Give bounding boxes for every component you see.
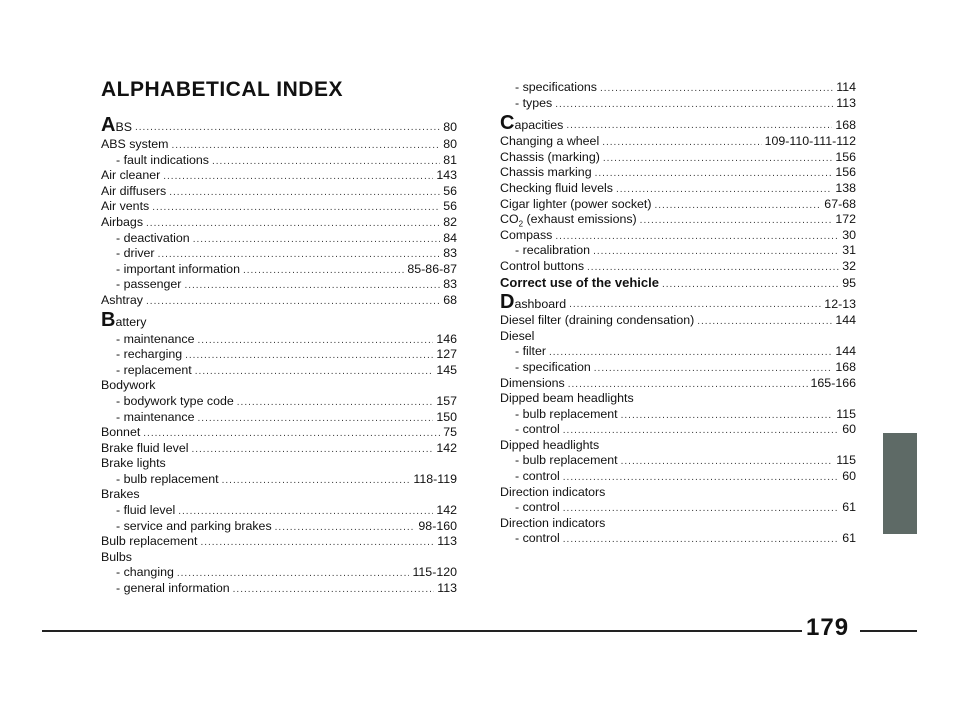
index-entry — [101, 456, 457, 472]
entry-label: - bulb replacement — [515, 453, 618, 468]
index-entry — [500, 80, 856, 96]
entry-label: Chassis marking — [500, 165, 592, 180]
entry-label: Compass — [500, 227, 553, 242]
leader-dots — [237, 395, 434, 411]
entry-label: Bonnet — [101, 425, 141, 440]
index-entry — [500, 407, 856, 423]
leader-dots — [169, 185, 440, 201]
entry-page: 156 — [835, 149, 856, 164]
entry-label: - filter — [515, 344, 546, 359]
entry-page: 82 — [443, 214, 457, 229]
entry-page: 56 — [443, 199, 457, 214]
entry-page: 157 — [436, 393, 457, 408]
entry-label: Chassis (marking) — [500, 149, 600, 164]
index-entry — [101, 277, 457, 293]
leader-dots — [621, 408, 834, 424]
leader-dots — [594, 361, 833, 377]
index-entry — [101, 363, 457, 379]
index-entry — [500, 376, 856, 392]
entry-page: 60 — [842, 422, 856, 437]
index-entry — [500, 228, 856, 244]
entry-page: 168 — [835, 359, 856, 374]
index-entry — [101, 503, 457, 519]
index-entry — [500, 96, 856, 112]
index-entry — [500, 313, 856, 329]
index-entry — [101, 153, 457, 169]
entry-page: 83 — [443, 277, 457, 292]
entry-page: 172 — [835, 212, 856, 227]
section-tab — [883, 433, 917, 534]
entry-page: 113 — [437, 581, 457, 596]
leader-dots — [563, 470, 839, 486]
index-entry — [101, 215, 457, 231]
entry-label: - specification — [515, 359, 591, 374]
entry-page: 118-119 — [413, 471, 457, 486]
leader-dots — [163, 169, 433, 185]
entry-page: 61 — [842, 531, 856, 546]
entry-page: 156 — [835, 165, 856, 180]
letter-heading-entry — [500, 111, 856, 134]
heading-initial: C — [500, 111, 515, 134]
leader-dots — [191, 442, 433, 458]
entry-page: 67-68 — [824, 196, 856, 211]
entry-label: - specifications — [515, 80, 597, 94]
leader-dots — [146, 294, 440, 310]
index-entry — [101, 332, 457, 348]
leader-dots — [198, 411, 434, 427]
heading-rest: attery — [115, 314, 147, 329]
index-entry — [101, 472, 457, 488]
entry-label-subscript: 2 — [518, 219, 524, 229]
index-column-left — [101, 114, 457, 597]
leader-dots — [185, 348, 433, 364]
leader-dots — [200, 535, 434, 551]
entry-label: Cigar lighter (power socket) — [500, 196, 652, 211]
entry-label: - bodywork type code — [116, 393, 234, 408]
entry-label: ABS system — [101, 137, 169, 151]
leader-dots — [243, 263, 404, 279]
leader-dots — [275, 520, 416, 536]
entry-label: - deactivation — [116, 230, 190, 245]
entry-label: - control — [515, 531, 560, 546]
index-entry — [101, 394, 457, 410]
page-number: 179 — [806, 614, 850, 641]
index-entry — [500, 134, 856, 150]
entry-label: Brakes — [101, 487, 140, 502]
index-entry — [500, 344, 856, 360]
index-entry — [101, 137, 457, 153]
entry-label: Bodywork — [101, 378, 156, 393]
index-entry — [101, 347, 457, 363]
entry-label: - replacement — [116, 362, 192, 377]
index-entry — [500, 181, 856, 197]
leader-dots — [563, 532, 839, 548]
index-entry — [500, 391, 856, 407]
leader-dots — [233, 582, 435, 598]
index-entry — [500, 243, 856, 259]
leader-dots — [198, 333, 434, 349]
entry-label: Brake lights — [101, 456, 166, 471]
entry-page: 60 — [842, 469, 856, 484]
leader-dots — [555, 97, 833, 113]
entry-page: 32 — [842, 258, 856, 273]
entry-page: 165-166 — [810, 375, 856, 390]
entry-page: 30 — [842, 227, 856, 242]
entry-label-part: (exhaust emissions) — [523, 212, 637, 227]
entry-page: 115 — [836, 453, 856, 468]
entry-label: - control — [515, 500, 560, 515]
entry-page: 80 — [443, 120, 457, 135]
letter-heading-entry — [500, 290, 856, 313]
leader-dots — [143, 426, 440, 442]
entry-page: 113 — [836, 95, 856, 110]
leader-dots — [184, 278, 440, 294]
entry-page: 68 — [443, 292, 457, 307]
leader-dots — [193, 232, 441, 248]
entry-page: 113 — [437, 534, 457, 549]
entry-label: Correct use of the vehicle — [500, 274, 659, 290]
leader-dots — [621, 454, 834, 470]
entry-label: - types — [515, 95, 553, 110]
entry-page: 114 — [836, 80, 856, 94]
index-entry — [500, 469, 856, 485]
entry-label: - general information — [116, 581, 230, 596]
entry-label: - driver — [116, 246, 155, 261]
leader-dots — [222, 473, 411, 489]
entry-label: - maintenance — [116, 331, 195, 346]
leader-dots — [568, 377, 808, 393]
leader-dots — [177, 566, 410, 582]
footer-rule-left — [42, 630, 802, 632]
entry-label: - fault indications — [116, 152, 209, 167]
heading-initial: A — [101, 114, 116, 137]
entry-page: 81 — [443, 152, 457, 167]
entry-page: 146 — [436, 331, 457, 346]
heading-initial: D — [500, 290, 515, 313]
entry-label: Direction indicators — [500, 515, 606, 530]
index-entry — [500, 259, 856, 275]
index-entry — [500, 197, 856, 213]
entry-label: Checking fluid levels — [500, 180, 613, 195]
index-entry — [500, 212, 856, 228]
index-entry — [101, 519, 457, 535]
leader-dots — [655, 198, 822, 214]
entry-page: 85-86-87 — [407, 261, 457, 276]
index-entry — [101, 184, 457, 200]
index-entry — [500, 438, 856, 454]
index-entry — [101, 246, 457, 262]
entry-page: 61 — [842, 500, 856, 515]
leader-dots — [146, 216, 440, 232]
leader-dots — [569, 297, 821, 313]
index-entry — [101, 425, 457, 441]
leader-dots — [549, 345, 832, 361]
entry-page: 127 — [436, 347, 457, 362]
leader-dots — [587, 260, 839, 276]
entry-page: 115-120 — [412, 565, 457, 580]
leader-dots — [158, 247, 441, 263]
entry-label: Dipped beam headlights — [500, 391, 634, 406]
leader-dots — [697, 314, 832, 330]
index-entry — [500, 485, 856, 501]
entry-page: 142 — [436, 440, 457, 455]
heading-rest: BS — [115, 120, 132, 135]
entry-label — [500, 290, 567, 313]
leader-dots — [640, 213, 833, 229]
index-entry — [101, 168, 457, 184]
entry-label: - recharging — [116, 347, 183, 362]
entry-page: 84 — [443, 230, 457, 245]
entry-label: Ashtray — [101, 292, 144, 307]
entry-label: - important information — [116, 261, 240, 276]
entry-label: Airbags — [101, 214, 144, 229]
entry-label: Air cleaner — [101, 168, 161, 183]
entry-label: Bulbs — [101, 549, 132, 564]
index-entry — [500, 500, 856, 516]
leader-dots — [600, 81, 833, 97]
leader-dots — [662, 277, 839, 293]
index-entry — [500, 275, 856, 291]
index-entry — [500, 150, 856, 166]
leader-dots — [212, 154, 440, 170]
index-entry — [101, 378, 457, 394]
index-entry — [101, 534, 457, 550]
index-entry — [101, 410, 457, 426]
leader-dots — [616, 182, 832, 198]
entry-label: Air vents — [101, 199, 150, 214]
entry-label: - maintenance — [116, 409, 195, 424]
entry-page: 75 — [443, 425, 457, 440]
entry-label: Air diffusers — [101, 183, 167, 198]
entry-page: 31 — [842, 243, 856, 258]
entry-page: 56 — [443, 183, 457, 198]
index-entry — [101, 565, 457, 581]
index-entry — [101, 199, 457, 215]
footer-rule-right — [860, 630, 917, 632]
entry-label: - service and parking brakes — [116, 518, 272, 533]
leader-dots — [171, 138, 440, 154]
entry-label: - changing — [116, 565, 174, 580]
index-entry — [101, 441, 457, 457]
heading-rest: ashboard — [514, 296, 567, 311]
index-entry — [101, 487, 457, 503]
entry-label: Control buttons — [500, 258, 585, 273]
entry-label: - bulb replacement — [116, 471, 219, 486]
entry-label: Direction indicators — [500, 484, 606, 499]
leader-dots — [603, 151, 832, 167]
index-entry — [500, 329, 856, 345]
index-entry — [101, 550, 457, 566]
index-title: ALPHABETICAL INDEX — [101, 78, 343, 101]
entry-label — [500, 212, 637, 228]
entry-page: 138 — [835, 180, 856, 195]
leader-dots — [602, 135, 761, 151]
entry-label: - fluid level — [116, 503, 176, 518]
entry-label: - bulb replacement — [515, 406, 618, 421]
entry-page: 150 — [436, 409, 457, 424]
entry-label: Changing a wheel — [500, 134, 600, 149]
leader-dots — [195, 364, 434, 380]
entry-label: - control — [515, 422, 560, 437]
entry-page: 95 — [842, 275, 856, 290]
index-entry — [500, 422, 856, 438]
index-entry — [101, 231, 457, 247]
entry-label: - recalibration — [515, 243, 591, 258]
entry-label: Diesel filter (draining condensation) — [500, 313, 695, 328]
entry-label: - control — [515, 469, 560, 484]
index-entry — [101, 581, 457, 597]
entry-label-part: CO — [500, 212, 519, 227]
index-entry — [500, 453, 856, 469]
leader-dots — [178, 504, 433, 520]
entry-page: 144 — [835, 344, 856, 359]
entry-label: Brake fluid level — [101, 440, 189, 455]
leader-dots — [566, 118, 832, 134]
leader-dots — [563, 501, 839, 517]
index-column-right — [500, 80, 856, 547]
entry-page: 12-13 — [824, 296, 856, 311]
entry-label — [101, 116, 132, 136]
index-entry — [101, 293, 457, 309]
letter-heading-entry — [101, 114, 457, 137]
entry-page: 83 — [443, 246, 457, 261]
index-entry — [500, 531, 856, 547]
leader-dots — [152, 200, 440, 216]
entry-page: 168 — [835, 117, 856, 132]
entry-label — [101, 308, 147, 331]
letter-heading-entry — [101, 309, 457, 332]
entry-label: Dimensions — [500, 375, 565, 390]
entry-label: - passenger — [116, 277, 182, 292]
leader-dots — [135, 120, 440, 136]
entry-label: Dipped headlights — [500, 437, 600, 452]
entry-page: 142 — [436, 503, 457, 518]
entry-page: 109-110-111-112 — [764, 134, 856, 149]
heading-initial: B — [101, 308, 116, 331]
index-entry — [101, 262, 457, 278]
entry-label: Diesel — [500, 328, 535, 343]
index-entry — [500, 165, 856, 181]
index-entry — [500, 360, 856, 376]
leader-dots — [555, 229, 839, 245]
leader-dots — [593, 244, 839, 260]
entry-page: 143 — [436, 168, 457, 183]
heading-rest: apacities — [514, 117, 564, 132]
index-entry — [500, 516, 856, 532]
entry-page: 144 — [835, 313, 856, 328]
leader-dots — [563, 423, 839, 439]
entry-page: 80 — [443, 137, 457, 151]
leader-dots — [595, 166, 833, 182]
entry-page: 98-160 — [418, 518, 457, 533]
entry-label — [500, 111, 564, 134]
entry-page: 115 — [836, 406, 856, 421]
entry-page: 145 — [436, 362, 457, 377]
entry-label: Bulb replacement — [101, 534, 198, 549]
